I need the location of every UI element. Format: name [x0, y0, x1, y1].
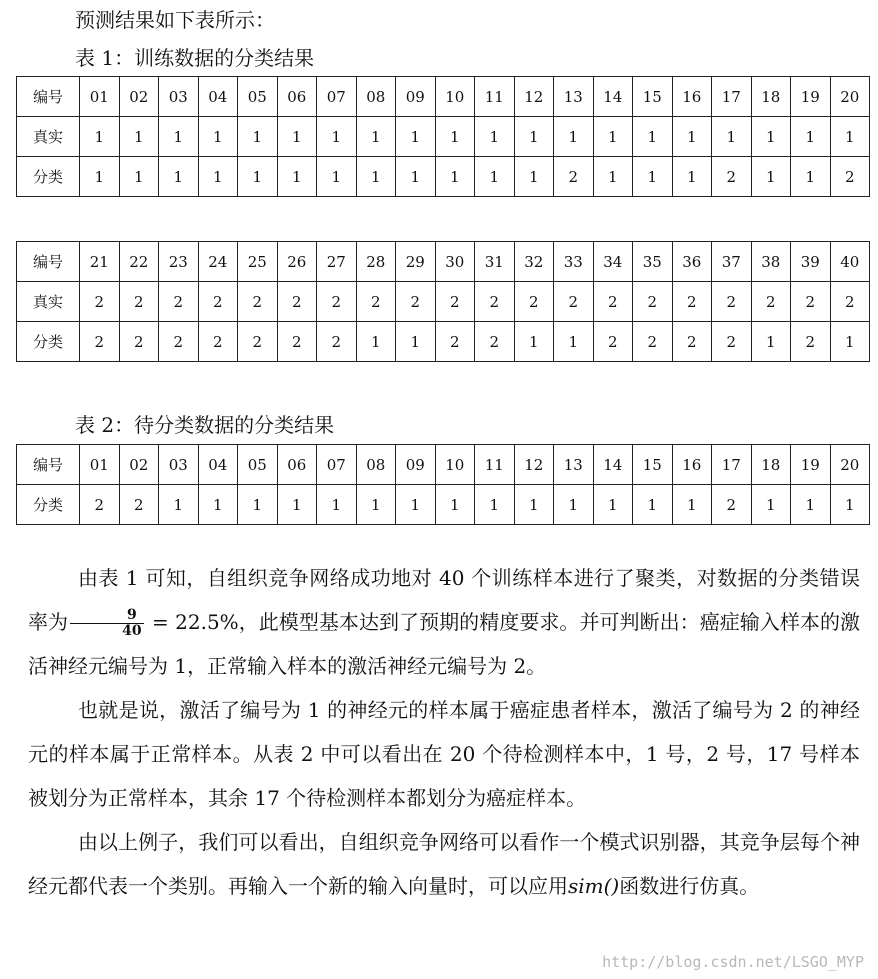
table-cell: 1 [396, 157, 436, 197]
watermark: http://blog.csdn.net/LSGO_MYP [602, 953, 864, 971]
table-cell: 1 [514, 117, 554, 157]
table-cell: 1 [435, 157, 475, 197]
table-cell: 03 [159, 445, 199, 485]
table-cell: 25 [238, 242, 278, 282]
table-cell: 2 [80, 485, 120, 525]
table-cell: 2 [672, 282, 712, 322]
body-text [28, 556, 860, 908]
table-cell: 1 [672, 157, 712, 197]
table-cell: 36 [672, 242, 712, 282]
table-cell: 1 [751, 485, 791, 525]
table-cell: 01 [80, 445, 120, 485]
paragraph-2: 也就是说，激活了编号为 1 的神经元的样本属于癌症患者样本，激活了编号为 2 的神经元的样本属于正常样本。从表 2 中可以看出在 20 个待检测样本中，1 号，2 号，17 号样本被划分为正常样本，其余 17 个待检测样本都划分为癌症样本。 [28, 698, 860, 810]
table-cell: 2 [830, 157, 870, 197]
table-cell: 1 [830, 117, 870, 157]
table-cell: 1 [435, 485, 475, 525]
table-cell: 1 [672, 485, 712, 525]
table1-part2 [16, 241, 870, 362]
table-cell: 1 [159, 117, 199, 157]
table-cell: 2 [80, 322, 120, 362]
paragraph-3 [28, 820, 860, 908]
table-cell: 1 [317, 117, 357, 157]
table-cell: 1 [593, 157, 633, 197]
table-row [17, 117, 870, 157]
table-cell: 2 [830, 282, 870, 322]
table-cell: 1 [159, 485, 199, 525]
table-cell: 1 [554, 117, 594, 157]
table-cell: 15 [633, 77, 673, 117]
table-cell: 1 [751, 157, 791, 197]
table-cell: 1 [751, 117, 791, 157]
table-cell: 31 [475, 242, 515, 282]
table-cell: 07 [317, 77, 357, 117]
table-cell: 2 [119, 485, 159, 525]
table-cell: 1 [238, 117, 278, 157]
table-cell: 1 [672, 117, 712, 157]
table-cell: 1 [277, 485, 317, 525]
table-cell: 1 [830, 485, 870, 525]
table-cell: 10 [435, 445, 475, 485]
row-label: 编号 [17, 77, 80, 117]
table-cell: 1 [633, 485, 673, 525]
table-cell: 1 [791, 485, 831, 525]
table-cell: 1 [514, 485, 554, 525]
table-cell: 04 [198, 77, 238, 117]
table-cell: 2 [396, 282, 436, 322]
table-cell: 1 [277, 117, 317, 157]
table-cell: 15 [633, 445, 673, 485]
table-cell: 22 [119, 242, 159, 282]
table-cell: 2 [317, 322, 357, 362]
table-cell: 1 [198, 157, 238, 197]
table-cell: 08 [356, 445, 396, 485]
table-cell: 10 [435, 77, 475, 117]
fraction-numerator: 9 [70, 608, 143, 624]
table-cell: 1 [633, 157, 673, 197]
table-cell: 37 [712, 242, 752, 282]
table-cell: 1 [277, 157, 317, 197]
table-cell: 17 [712, 77, 752, 117]
table-cell: 1 [593, 117, 633, 157]
error-rate-equation: = 22.5% [145, 610, 239, 634]
table-cell: 1 [751, 322, 791, 362]
table-row [17, 322, 870, 362]
table-cell: 20 [830, 445, 870, 485]
table-cell: 26 [277, 242, 317, 282]
table-cell: 1 [475, 157, 515, 197]
table-cell: 2 [159, 322, 199, 362]
sim-function: sim() [568, 874, 620, 898]
table-cell: 1 [356, 157, 396, 197]
table2-title: 表 2：待分类数据的分类结果 [75, 413, 335, 437]
table-cell: 13 [554, 445, 594, 485]
table-cell: 03 [159, 77, 199, 117]
table-cell: 23 [159, 242, 199, 282]
table-cell: 19 [791, 77, 831, 117]
table-cell: 2 [593, 322, 633, 362]
table-cell: 1 [317, 157, 357, 197]
table-row [17, 157, 870, 197]
table-cell: 2 [554, 157, 594, 197]
table-cell: 1 [80, 117, 120, 157]
table-row [17, 77, 870, 117]
table-cell: 1 [712, 117, 752, 157]
table-cell: 18 [751, 445, 791, 485]
table-cell: 27 [317, 242, 357, 282]
table-cell: 2 [712, 282, 752, 322]
table-cell: 2 [356, 282, 396, 322]
table-cell: 1 [435, 117, 475, 157]
table1-part1 [16, 76, 870, 197]
table-cell: 1 [593, 485, 633, 525]
table-cell: 2 [514, 282, 554, 322]
table-cell: 2 [633, 282, 673, 322]
table-row [17, 282, 870, 322]
table-cell: 05 [238, 445, 278, 485]
table-cell: 2 [672, 322, 712, 362]
table-cell: 2 [159, 282, 199, 322]
table-cell: 17 [712, 445, 752, 485]
table-cell: 33 [554, 242, 594, 282]
table-cell: 2 [198, 282, 238, 322]
table-cell: 08 [356, 77, 396, 117]
table-cell: 14 [593, 77, 633, 117]
table-cell: 2 [119, 322, 159, 362]
table-cell: 20 [830, 77, 870, 117]
table-cell: 2 [277, 282, 317, 322]
table2 [16, 444, 870, 525]
table-cell: 18 [751, 77, 791, 117]
table-cell: 1 [791, 117, 831, 157]
table-cell: 2 [791, 282, 831, 322]
table-cell: 2 [791, 322, 831, 362]
table-cell: 2 [435, 282, 475, 322]
table-cell: 1 [356, 322, 396, 362]
table-cell: 21 [80, 242, 120, 282]
table-cell: 40 [830, 242, 870, 282]
table-cell: 1 [198, 117, 238, 157]
table-cell: 12 [514, 77, 554, 117]
row-label: 编号 [17, 242, 80, 282]
table-cell: 1 [554, 485, 594, 525]
table-cell: 01 [80, 77, 120, 117]
para3-before: 由以上例子，我们可以看出，自组织竞争网络可以看作一个模式识别器，其竞争层每个神经元都代表一个类别。再输入一个新的输入向量时，可以应用 [28, 830, 860, 898]
row-label: 真实 [17, 117, 80, 157]
table-cell: 29 [396, 242, 436, 282]
table-cell: 1 [514, 157, 554, 197]
table-cell: 14 [593, 445, 633, 485]
table-cell: 1 [238, 157, 278, 197]
table-cell: 11 [475, 445, 515, 485]
row-label: 分类 [17, 485, 80, 525]
row-label: 编号 [17, 445, 80, 485]
table-cell: 02 [119, 77, 159, 117]
para3-after: 函数进行仿真。 [619, 874, 760, 898]
table-cell: 1 [356, 485, 396, 525]
table1-title: 表 1：训练数据的分类结果 [75, 46, 315, 70]
row-label: 分类 [17, 157, 80, 197]
table-row [17, 242, 870, 282]
table-cell: 24 [198, 242, 238, 282]
table-cell: 30 [435, 242, 475, 282]
table-cell: 2 [119, 282, 159, 322]
table-cell: 35 [633, 242, 673, 282]
table-cell: 09 [396, 445, 436, 485]
table-cell: 2 [277, 322, 317, 362]
table-cell: 2 [554, 282, 594, 322]
table-cell: 32 [514, 242, 554, 282]
table-cell: 2 [712, 485, 752, 525]
table-cell: 2 [80, 282, 120, 322]
table-cell: 16 [672, 445, 712, 485]
para1-before: 由表 1 可知，自组织竞争网络成功地对 40 个训练样本进行了聚类，对数据的分类错误率为 [28, 566, 860, 634]
table-cell: 11 [475, 77, 515, 117]
table-cell: 1 [554, 322, 594, 362]
table-cell: 09 [396, 77, 436, 117]
table-cell: 1 [791, 157, 831, 197]
table-cell: 1 [159, 157, 199, 197]
table-cell: 1 [119, 117, 159, 157]
table-cell: 04 [198, 445, 238, 485]
table-cell: 2 [435, 322, 475, 362]
table-cell: 1 [633, 117, 673, 157]
table-cell: 38 [751, 242, 791, 282]
table-cell: 2 [238, 282, 278, 322]
table-cell: 13 [554, 77, 594, 117]
intro-line: 预测结果如下表所示： [75, 8, 275, 32]
table-cell: 1 [475, 117, 515, 157]
table-cell: 2 [238, 322, 278, 362]
table-cell: 12 [514, 445, 554, 485]
row-label: 真实 [17, 282, 80, 322]
table-cell: 02 [119, 445, 159, 485]
table-cell: 1 [238, 485, 278, 525]
table-cell: 1 [198, 485, 238, 525]
error-fraction [70, 608, 143, 639]
table-cell: 34 [593, 242, 633, 282]
table-cell: 16 [672, 77, 712, 117]
table-cell: 1 [396, 485, 436, 525]
paragraph-1 [28, 556, 860, 688]
table-cell: 07 [317, 445, 357, 485]
table-row [17, 485, 870, 525]
table-cell: 1 [317, 485, 357, 525]
table-cell: 1 [514, 322, 554, 362]
table-cell: 1 [396, 322, 436, 362]
table-cell: 1 [830, 322, 870, 362]
table-cell: 2 [475, 282, 515, 322]
table-cell: 2 [751, 282, 791, 322]
table-cell: 39 [791, 242, 831, 282]
table-cell: 05 [238, 77, 278, 117]
fraction-denominator: 40 [122, 623, 142, 639]
table-cell: 2 [633, 322, 673, 362]
table-cell: 1 [356, 117, 396, 157]
table-cell: 2 [475, 322, 515, 362]
table-cell: 1 [119, 157, 159, 197]
table-cell: 1 [396, 117, 436, 157]
table-cell: 19 [791, 445, 831, 485]
table-cell: 2 [712, 157, 752, 197]
table-cell: 2 [712, 322, 752, 362]
para1-after: ，此模型基本达到了预期的精度要求。并可判断出：癌症输入样本的激活神经元编号为 1，正常输入样本的激活神经元编号为 2。 [28, 610, 860, 678]
table-cell: 2 [317, 282, 357, 322]
table-cell: 28 [356, 242, 396, 282]
table-cell: 1 [475, 485, 515, 525]
table-cell: 2 [593, 282, 633, 322]
row-label: 分类 [17, 322, 80, 362]
table-cell: 06 [277, 445, 317, 485]
table-cell: 2 [198, 322, 238, 362]
table-cell: 06 [277, 77, 317, 117]
table-cell: 1 [80, 157, 120, 197]
table-row [17, 445, 870, 485]
